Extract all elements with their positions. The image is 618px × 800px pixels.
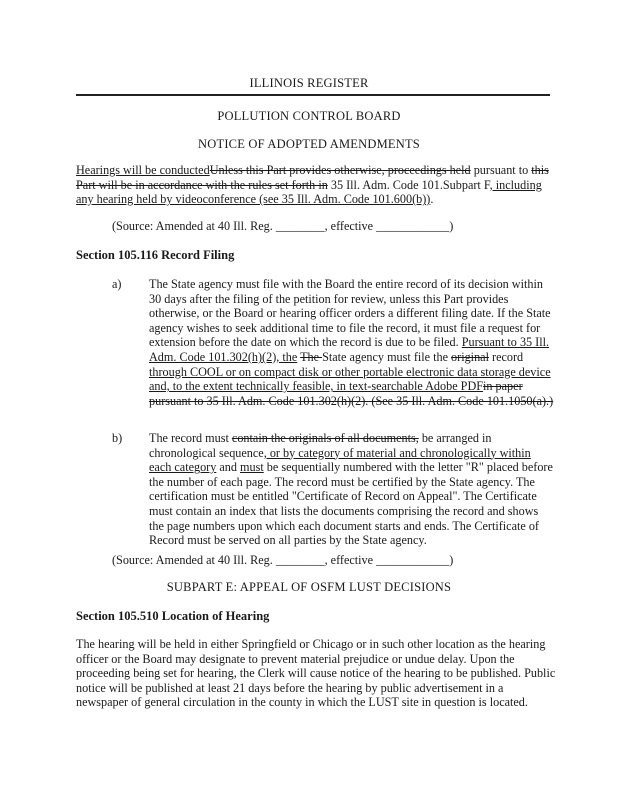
section-heading: Section 105.116 Record Filing bbox=[76, 248, 235, 262]
source-note: (Source: Amended at 40 Ill. Reg. ________, effective ____________) bbox=[112, 553, 454, 567]
inserted-text: through COOL or on compact disk or other portable electronic data storage device and, to the extent technically feasible, in text-searchable Adobe PDF bbox=[149, 364, 551, 394]
text: and bbox=[216, 460, 241, 475]
text: . bbox=[430, 192, 434, 207]
intro-paragraph bbox=[76, 163, 558, 207]
deleted-text: in paper pursuant to 35 Ill. Adm. Code 101.302(h)(2). (See 35 Ill. Adm. Code 101.1050(a).) bbox=[149, 379, 554, 408]
subpart-heading: SUBPART E: APPEAL OF OSFM LUST DECISIONS bbox=[166, 580, 452, 594]
inserted-text: Hearings will be conducted bbox=[76, 163, 210, 177]
item-label: a) bbox=[112, 277, 122, 291]
item-b-text bbox=[149, 431, 554, 548]
section-510-text: The hearing will be held in either Springfield or Chicago or in such other location as the hearing officer or the Board may designate to prevent material prejudice or undue delay. Upon the proceeding being set for hearing, the Clerk will cause notice of the hearing to be published. Public notice will be published at least 21 days before the hearing by public advertisement in a newspaper of general circulation in the county in which the LUST site in question is located. bbox=[76, 637, 556, 710]
notice-title: NOTICE OF ADOPTED AMENDMENTS bbox=[198, 137, 420, 151]
deleted-text: original bbox=[451, 349, 489, 364]
deleted-text: contain the originals of all documents, bbox=[231, 431, 419, 445]
text: The record must bbox=[149, 431, 232, 445]
register-header: ILLINOIS REGISTER bbox=[249, 76, 369, 90]
item-a-text bbox=[149, 277, 554, 408]
text: State agency must file the bbox=[322, 349, 452, 364]
item-label: b) bbox=[112, 431, 123, 445]
text: record bbox=[488, 349, 524, 364]
deleted-text: Unless this Part provides otherwise, proceedings held bbox=[209, 163, 471, 177]
inserted-text: , or by category of material and chronologically within each category bbox=[149, 445, 531, 475]
text: The State agency must file with the Board the entire record of its decision within 30 days after the filing of the petition for review, unless this Part provides otherwise, or the Board or hearing officer orders a different filing date. If the State agency wishes to seek additional time to file the record, it must file a request for extension before the date on which the record is due to be filed. bbox=[149, 277, 551, 350]
board-name: POLLUTION CONTROL BOARD bbox=[217, 109, 401, 123]
text: be sequentially numbered with the letter "R" placed before the number of each page. The record must be certified by the State agency. The certification must be entitled "Certificate of Record on Appeal". The Certificate must contain an index that lists the documents comprising the record and shows the page numbers upon which each document starts and ends. The Certificate of Record must be served on all parties by the State agency. bbox=[149, 460, 553, 548]
source-note: (Source: Amended at 40 Ill. Reg. ________, effective ____________) bbox=[112, 219, 454, 233]
text: be arranged in chronological sequence bbox=[149, 431, 492, 460]
text: pursuant to bbox=[470, 163, 532, 177]
inserted-text: Pursuant to 35 Ill. Adm. Code 101.302(h)(2), the bbox=[149, 335, 550, 364]
header-rule bbox=[76, 94, 550, 96]
deleted-text: The bbox=[300, 349, 323, 364]
inserted-text: must bbox=[240, 460, 264, 475]
inserted-text: , including any hearing held by videoconference (see 35 Ill. Adm. Code 101.600(b)) bbox=[76, 177, 542, 207]
deleted-text: this Part will be in accordance with the rules set forth in bbox=[76, 163, 549, 192]
section-heading: Section 105.510 Location of Hearing bbox=[76, 609, 270, 623]
text: 35 Ill. Adm. Code 101.Subpart F bbox=[327, 177, 490, 192]
